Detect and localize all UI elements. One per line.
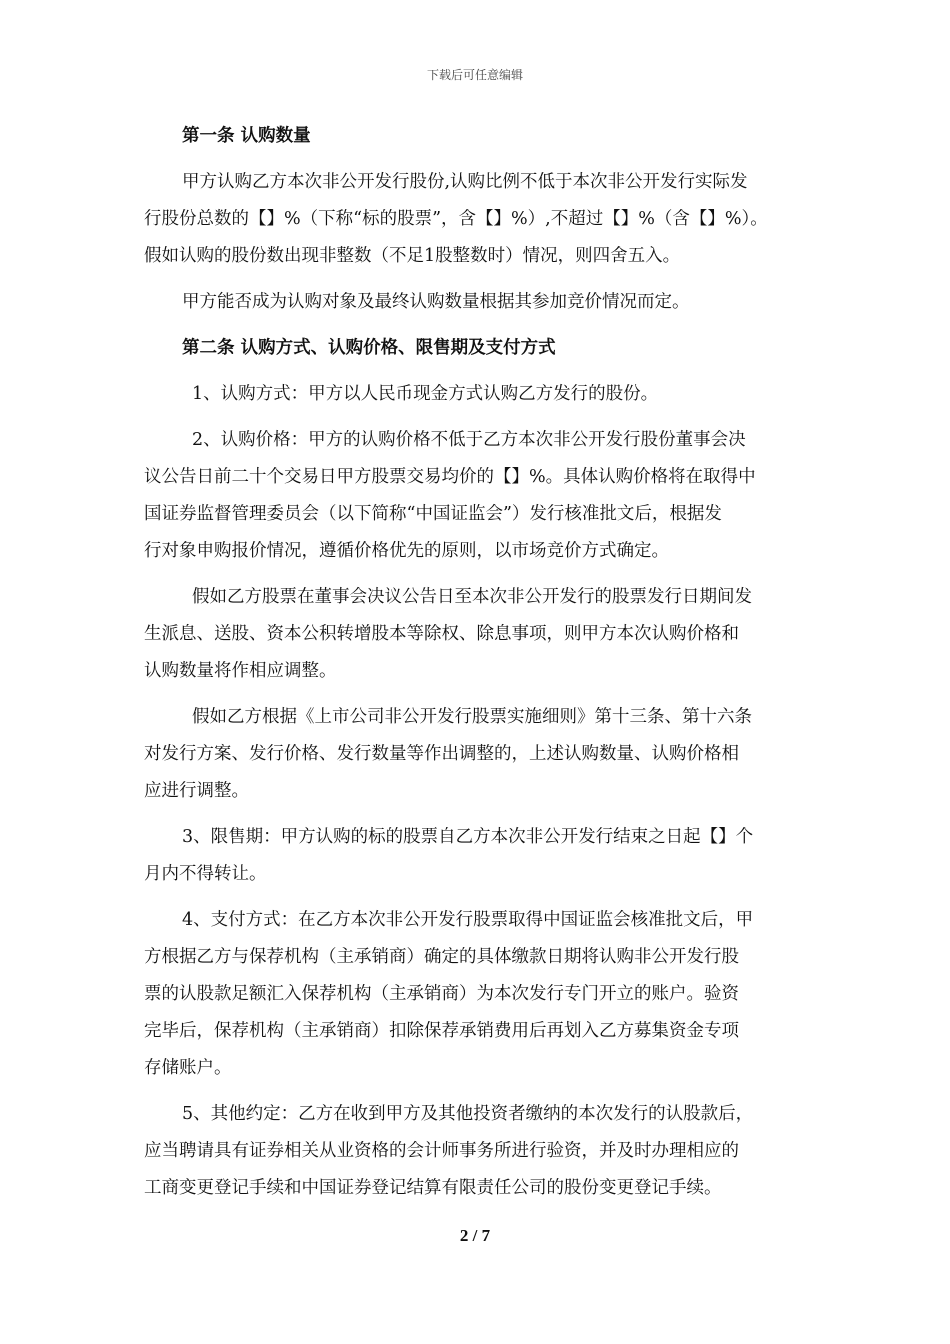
text-line: 工商变更登记手续和中国证券登记结算有限责任公司的股份变更登记手续。 (144, 1178, 722, 1198)
text-line: 生派息、送股、资本公积转增股本等除权、除息事项，则甲方本次认购价格和 (144, 624, 739, 644)
text-line: 假如乙方根据《上市公司非公开发行股票实施细则》第十三条、第十六条 (192, 707, 752, 727)
text-line: 4、支付方式：在乙方本次非公开发行股票取得中国证监会核准批文后，甲 (182, 910, 754, 930)
text-line: 5、其他约定：乙方在收到甲方及其他投资者缴纳的本次发行的认股款后， (182, 1104, 754, 1124)
text-line: 完毕后，保荐机构（主承销商）扣除保荐承销费用后再划入乙方募集资金专项 (144, 1021, 739, 1041)
page-number: 2 / 7 (459, 1226, 491, 1245)
text-line: 应进行调整。 (144, 781, 249, 801)
text-line: 对发行方案、发行价格、发行数量等作出调整的，上述认购数量、认购价格相 (144, 744, 739, 764)
article-1-title: 第一条 认购数量 (182, 126, 311, 146)
article-2-item-4 (144, 902, 810, 1087)
article-2-title: 第二条 认购方式、认购价格、限售期及支付方式 (182, 338, 556, 358)
text-line: 假如乙方股票在董事会决议公告日至本次非公开发行的股票发行日期间发 (192, 587, 752, 607)
text-line: 应当聘请具有证券相关从业资格的会计师事务所进行验资，并及时办理相应的 (144, 1141, 739, 1161)
article-2-item-1 (144, 376, 810, 413)
text-line: 国证券监督管理委员会（以下简称“中国证监会”）发行核准批文后，根据发 (144, 504, 722, 524)
article-1-paragraph-1 (144, 164, 810, 275)
text-line: 甲方能否成为认购对象及最终认购数量根据其参加竞价情况而定。 (182, 292, 690, 312)
text-line: 票的认股款足额汇入保荐机构（主承销商）为本次发行专门开立的账户。验资 (144, 984, 739, 1004)
text-line: 行股份总数的【】%（下称“标的股票”，含【】%）,不超过【】%（含【】%）。 (144, 209, 768, 229)
article-2-adjustment-1 (144, 579, 810, 690)
text-line: 假如认购的股份数出现非整数（不足1股整数时）情况，则四舍五入。 (144, 246, 681, 266)
text-line: 月内不得转让。 (144, 864, 267, 884)
document-body (144, 118, 810, 1207)
text-line: 议公告日前二十个交易日甲方股票交易均价的【】%。具体认购价格将在取得中 (144, 467, 756, 487)
text-line: 1、认购方式：甲方以人民币现金方式认购乙方发行的股份。 (192, 384, 659, 404)
article-2-item-3 (144, 819, 810, 893)
article-1-paragraph-2 (144, 284, 810, 321)
text-line: 3、限售期：甲方认购的标的股票自乙方本次非公开发行结束之日起【】个 (182, 827, 754, 847)
text-line: 甲方认购乙方本次非公开发行股份,认购比例不低于本次非公开发行实际发 (182, 172, 748, 192)
text-line: 行对象申购报价情况，遵循价格优先的原则，以市场竞价方式确定。 (144, 541, 669, 561)
article-2-item-2 (144, 422, 810, 570)
text-line: 认购数量将作相应调整。 (144, 661, 337, 681)
text-line: 方根据乙方与保荐机构（主承销商）确定的具体缴款日期将认购非公开发行股 (144, 947, 739, 967)
page-header-watermark: 下载后可任意编辑 (426, 68, 523, 82)
text-line: 存储账户。 (144, 1058, 232, 1078)
article-2-item-5 (144, 1096, 810, 1207)
text-line: 2、认购价格：甲方的认购价格不低于乙方本次非公开发行股份董事会决 (192, 430, 746, 450)
article-2-adjustment-2 (144, 699, 810, 810)
